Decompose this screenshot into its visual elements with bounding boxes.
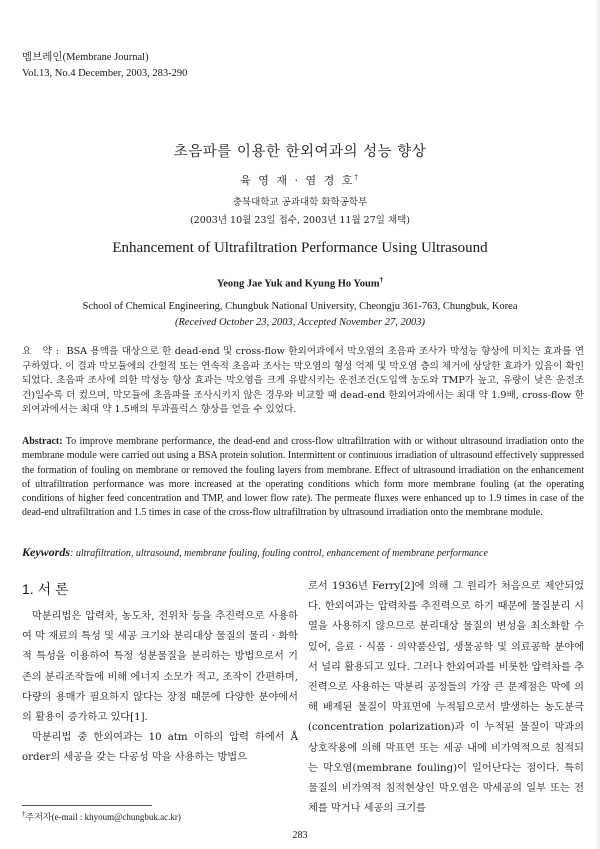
abstract-korean-label: 요 약:: [22, 346, 64, 357]
authors-korean: [0, 172, 600, 188]
dates-korean: (2003년 10월 23일 접수, 2003년 11월 27일 채택): [189, 215, 411, 226]
journal-volume: Vol.13, No.4 December, 2003, 283-290: [22, 68, 188, 79]
intro-paragraph-continued: 로서 1936년 Ferry[2]에 의해 그 원리가 처음으로 제안되었다. 한외여과는 압력차를 추진력으로 하기 때문에 물질분리 시 열을 사용하지 않으므로 분리대상 물질의 변성을 최소화할 수 있어, 음료 · 식품 · 의약품산업, 생물공학 및 의료공학 분야에서 널리 활용되고 있다. 그러나 한외여과를 비롯한 압력차를 추진력으로 사용하는 막분리 공정들의 가장 큰 문제점은 막에 의해 배제된 물질이 막표면에 누적됨으로서 발생하는 농도분극(concentration polarization)과 이 누적된 물질이 막과의 상호작용에 의해 막표면 또는 세공 내에 비가역적으로 침적되는 막오염(membrane fouling)이 일어난다는 점이다. 특히 물질의 비가역적 침적현상인 막오염은 막세공의 일부 또는 전체를 막거나 세공의 크기를: [308, 581, 584, 815]
authors-english: [0, 276, 600, 290]
journal-header: [22, 50, 187, 82]
corresponding-mark-en: †: [379, 276, 384, 284]
footnote-divider: [22, 805, 152, 806]
affiliation-korean: 충북대학교 공과대학 화학공학부: [232, 197, 368, 208]
section-heading: 1. 서 론: [22, 581, 69, 597]
title-korean: 초음파를 이용한 한외여과의 성능 향상: [173, 144, 427, 160]
intro-paragraph-2: 막분리법 중 한외여과는 10 atm 이하의 압력 하에서 Å order의 세공을 갖는 다공성 막을 사용하는 방법으: [22, 732, 298, 764]
journal-name: 멤브레인(Membrane Journal): [22, 52, 149, 63]
title-english: Enhancement of Ultrafiltration Performance Using Ultrasound: [112, 240, 488, 256]
abstract-english-text: To improve membrane performance, the dead-end and cross-flow ultrafiltration with or without ultrasound irradiation onto the membrane module were carried out using a BSA protein solution. Intermittent or continuous irradiation of ultrasound effectively suppressed the formation of fouling on membrane or removed the fouling layers from membrane. Effect of ultrasound irradiation on the enhancement of ultrafiltration performance was more increased at the operating conditions which form more membrane fouling (at the operating conditions of higher feed concentration and TMP, and lower flow rate). The permeate fluxes were enhanced up to 1.9 times in case of the dead-end ultrafiltration and 1.5 times in case of the cross-flow ultrafiltration by ultrasound irradiation onto the membrane module.: [22, 436, 584, 519]
scan-edge: [595, 0, 600, 849]
footnote-text: 주저자(e-mail : khyoum@chungbuk.ac.kr): [25, 812, 181, 822]
keywords-text: : ultrafiltration, ultrasound, membrane fouling, fouling control, enhancement of membrane performance: [70, 548, 488, 559]
authors-english-names: Yeong Jae Yuk and Kyung Ho Youm: [216, 278, 380, 290]
affiliation-english: School of Chemical Engineering, Chungbuk National University, Cheongju 361-763, Chungbuk, Korea: [82, 301, 518, 312]
intro-paragraph-1: 막분리법은 압력차, 농도차, 전위차 등을 추진력으로 사용하여 막 재료의 특성 및 세공 크기와 분리대상 물질의 물리 · 화학적 특성을 이용하여 특정 성분물질을 분리하는 방법으로서 기존의 분리조작들에 비해 에너지 소모가 적고, 조작이 간편하며, 다량의 용매가 필요하지 않다는 장점 때문에 다양한 분야에서의 활용이 증가하고 있다[1].: [22, 611, 298, 724]
left-column: [22, 575, 298, 769]
right-column: [308, 577, 584, 819]
abstract-english: [22, 435, 584, 521]
page-number: 283: [292, 830, 308, 841]
keywords: [22, 545, 584, 560]
footnote: [22, 810, 181, 823]
abstract-korean-text: BSA 용액을 대상으로 한 dead-end 및 cross-flow 한외여과에서 막오염의 초음파 조사가 막성능 향상에 미치는 효과를 연구하였다. 이 결과 막모듈에의 간헐적 또는 연속적 초음파 조사는 막오염의 형성 억제 및 막오염 층의 제거에 상당한 효과가 있음이 확인되었다. 초음파 조사에 의한 막성능 향상 효과는 막오염을 크게 유발시키는 운전조건(도입액 농도와 TMP가 높고, 유량이 낮은 운전조건)일수록 더 컸으며, 막모듈에 초음파를 조사시키지 않은 경우와 비교할 때 dead-end 한외여과에서는 최대 약 1.9배, cross-flow 한외여과에서는 최대 약 1.5배의 투과플럭스 향상을 얻을 수 있었다.: [22, 346, 584, 416]
abstract-english-label: Abstract:: [22, 436, 63, 447]
dates-english: (Received October 23, 2003, Accepted November 27, 2003): [175, 317, 425, 328]
keywords-label: Keywords: [22, 545, 70, 559]
abstract-korean: [22, 345, 584, 418]
authors-korean-names: 육 영 재 · 염 경 호: [240, 174, 355, 187]
footnote-mark: †: [22, 810, 26, 818]
corresponding-mark: †: [354, 173, 360, 182]
